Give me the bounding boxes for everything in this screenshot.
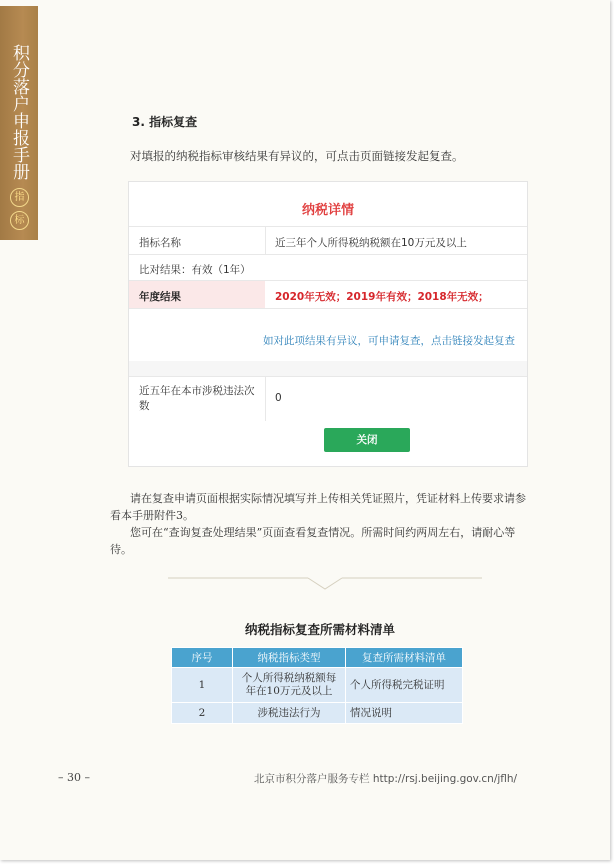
materials-table-header [172, 648, 463, 668]
row-indicator-type: 涉税违法行为 [233, 703, 346, 724]
compare-result-row [129, 254, 527, 281]
row-indicator-type: 个人所得税纳税额每年在10万元及以上 [233, 668, 346, 703]
table-row [172, 668, 463, 703]
review-status-paragraph: 您可在“查询复查处理结果”页面查看复查情况。所需时间约两周左右，请耐心等待。 [110, 526, 516, 556]
compare-result-text: 比对结果：有效（1年） [139, 264, 251, 276]
section-intro: 对填报的纳税指标审核结果有异议的，可点击页面链接发起复查。 [130, 149, 464, 163]
tax-detail-title: 纳税详情 [301, 203, 354, 218]
annual-result-value: 2020年无效；2019年有效；2018年无效； [275, 291, 489, 303]
side-tab [0, 6, 38, 240]
review-request-link[interactable]: 如对此项结果有异议，可申请复查，点击链接发起复查 [263, 335, 515, 347]
footer-site: 北京市积分落户服务专栏 http://rsj.beijing.gov.cn/jflh/ [254, 773, 518, 785]
materials-table [171, 647, 463, 724]
review-link-row [129, 308, 527, 361]
close-button[interactable]: 关闭 [324, 428, 410, 452]
side-tab-badge-biao: 标 [10, 211, 29, 230]
row-serial: 1 [172, 668, 233, 703]
violation-count-label: 近五年在本市涉税违法次数 [139, 385, 255, 412]
header-indicator-type: 纳税指标类型 [233, 648, 346, 668]
row-materials: 情况说明 [346, 703, 463, 724]
tax-detail-card [128, 181, 528, 467]
annual-result-row [129, 280, 527, 309]
violation-count-value: 0 [275, 392, 282, 404]
section-divider [168, 574, 482, 592]
row-materials: 个人所得税完税证明 [346, 668, 463, 703]
side-tab-badges [10, 188, 29, 234]
header-materials: 复查所需材料清单 [346, 648, 463, 668]
side-tab-badge-zhi: 指 [10, 188, 29, 207]
annual-result-label: 年度结果 [139, 291, 181, 303]
indicator-name-value: 近三年个人所得税纳税额在10万元及以上 [275, 237, 467, 249]
side-tab-title: 积分落户申报手册 [9, 44, 29, 180]
section-heading: 3. 指标复查 [132, 115, 198, 129]
upload-instructions-paragraph: 请在复查申请页面根据实际情况填写并上传相关凭证照片，凭证材料上传要求请参看本手册附件3。 [110, 492, 526, 522]
indicator-name-label: 指标名称 [139, 237, 181, 249]
section-gap [129, 361, 527, 376]
indicator-name-row [129, 226, 527, 255]
violation-count-row [129, 376, 527, 421]
row-serial: 2 [172, 703, 233, 724]
header-serial: 序号 [172, 648, 233, 668]
page-number: – 30 – [58, 771, 90, 784]
materials-table-title: 纳税指标复查所需材料清单 [244, 622, 395, 637]
table-row [172, 703, 463, 724]
